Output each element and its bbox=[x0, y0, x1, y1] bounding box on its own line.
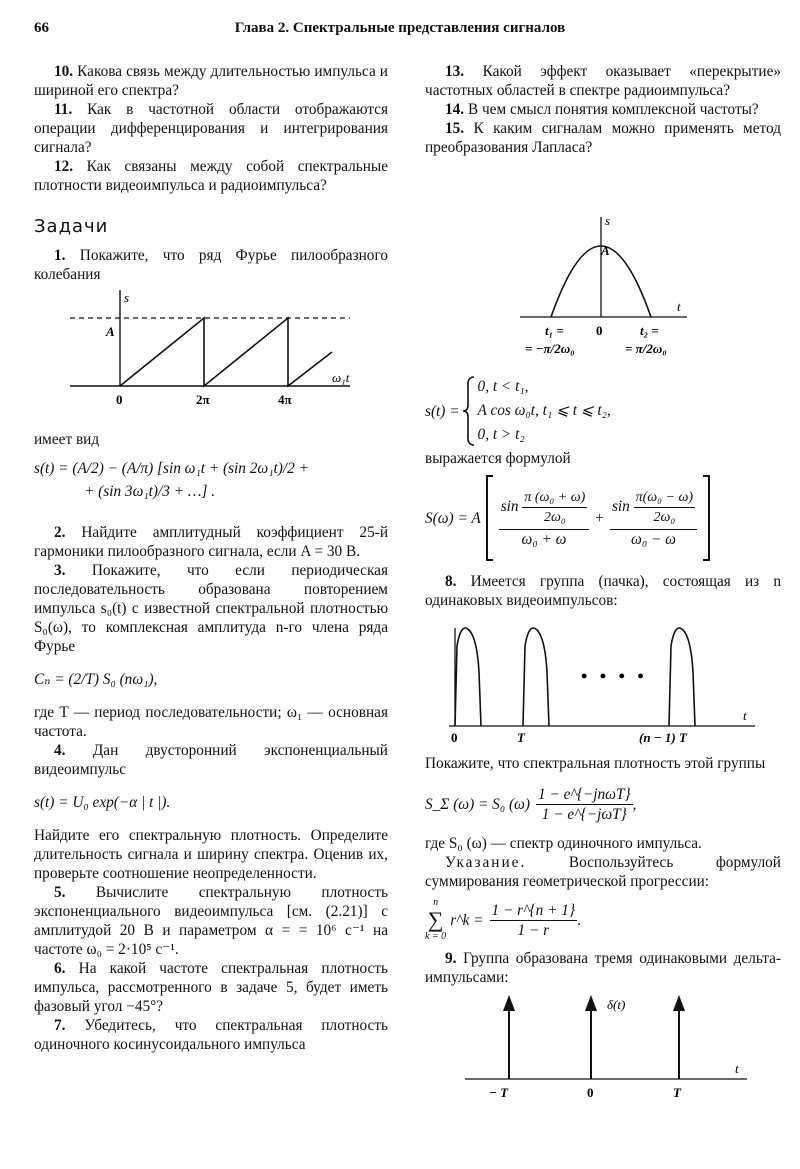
problem-5: 5. Вычислите спектральную плотность экспоненциального видеоимпульса [см. (2.21)] с амплитудой 20 В и параметром α = = 10⁶ с⁻¹ на частоте ω₀ = 2·10⁵ с⁻¹. bbox=[34, 884, 389, 958]
hint: Указание. Воспользуйтесь формулой суммирования геометрической прогрессии: bbox=[425, 854, 781, 890]
axis-label-s: s bbox=[605, 213, 611, 228]
tick-n-minus-1-T: (n − 1) T bbox=[639, 730, 687, 745]
right-bracket bbox=[701, 474, 711, 562]
question-14: 14. В чем смысл понятия комплексной частоты? bbox=[445, 101, 759, 118]
pulse-train-figure bbox=[425, 616, 765, 748]
label-amplitude: A bbox=[106, 324, 115, 339]
piecewise-formula: s(t) = 0, t < t₁, A cos ω₀t, t₁ ⩽ t ⩽ t₂, 0, t > t₂ bbox=[425, 375, 781, 447]
axis-label-t: t bbox=[677, 299, 681, 314]
problem-1-has-form: имеет вид bbox=[34, 431, 100, 448]
tick-zero: 0 bbox=[596, 323, 603, 338]
problem-4-formula: s(t) = U₀ exp(−α | t |). bbox=[34, 794, 171, 811]
problem-2: 2. Найдите амплитудный коэффициент 25-й гармоники пилообразного сигнала, если A = 30 В. bbox=[34, 524, 388, 560]
right-column bbox=[425, 62, 781, 1105]
tick-2pi: 2π bbox=[196, 392, 210, 407]
delta-arrow-1 bbox=[503, 995, 515, 1011]
t1-value: = −π/2ω₀ bbox=[525, 341, 575, 356]
problem-8-where: где S₀ (ω) — спектр одиночного импульса. bbox=[425, 835, 702, 852]
problem-9: 9. Группа образована тремя одинаковыми дельта-импульсами: bbox=[425, 950, 781, 986]
delta-impulses-figure bbox=[425, 993, 765, 1105]
tick-zero: 0 bbox=[451, 730, 458, 745]
ellipsis-dots: • • • • bbox=[581, 666, 648, 686]
axis-label-omega-t: ω₁t bbox=[332, 370, 350, 385]
question-15: 15. К каким сигналам можно применять метод преобразования Лапласа? bbox=[425, 120, 781, 156]
left-brace bbox=[462, 375, 476, 447]
problem-1-formula-line-2: + (sin 3ω₁t)/3 + …] . bbox=[84, 483, 216, 500]
tick-T: T bbox=[673, 1085, 681, 1100]
delta-label: δ(t) bbox=[607, 997, 626, 1012]
hint-word: Указание. bbox=[445, 854, 527, 871]
axis-label-t: t bbox=[735, 1061, 739, 1076]
spectrum-formula: S(ω) = A sin $\frac{\text{π (ω₀ + ω)}}{\text{2ω₀}}$ ω₀ + ω + sin $\frac{\text{π(ω₀ − ω)}}{\text{2ω₀}}$ ω₀ − ω bbox=[425, 474, 781, 562]
sum-sign: n ∑ k = 0 bbox=[425, 897, 447, 942]
tick-t1: t₁ = bbox=[545, 323, 564, 338]
left-column bbox=[34, 62, 388, 1054]
problem-3-formula: Cₙ = (2/T) S₀ (nω₁), bbox=[34, 671, 158, 688]
sawtooth-wave bbox=[120, 318, 332, 386]
fraction-1: sin $\frac{\text{π (ω₀ + ω)}}{\text{2ω₀}}$ ω₀ + ω bbox=[499, 488, 590, 549]
group-spectrum-formula: S_Σ (ω) = S₀ (ω) $\frac{\text{1 − e\textasciicircum{}\{−jnωT\}}}{\text{1 − e\textasciicircum{}\{−jωT\}}}$ , bbox=[425, 786, 637, 823]
t2-value: = π/2ω₀ bbox=[625, 341, 667, 356]
label-amplitude: A bbox=[601, 243, 610, 258]
problem-1-formula-line-1: s(t) = (A/2) − (A/π) [sin ω₁t + (sin 2ω₁t)/2 + bbox=[34, 460, 309, 477]
section-title: Задачи bbox=[34, 216, 109, 237]
problem-3-where: где T — период последовательности; ω₁ — основная частота. bbox=[34, 704, 388, 740]
pulse-2 bbox=[523, 628, 549, 726]
tick-t2: t₂ = bbox=[640, 323, 659, 338]
problem-8: 8. Имеется группа (пачка), состоящая из n одинаковых видеоимпульсов: bbox=[425, 573, 782, 609]
problem-4-task: Найдите его спектральную плотность. Определите длительность сигнала и ширину спектра. Оценив их, проверьте соотношение неопределенности. bbox=[34, 827, 388, 882]
problem-1: 1. Покажите, что ряд Фурье пилообразного колебания bbox=[34, 247, 388, 283]
question-10: 10. Какова связь между длительностью импульса и шириной его спектра? bbox=[34, 63, 388, 99]
pulse-n bbox=[669, 628, 695, 726]
page-header bbox=[34, 20, 766, 44]
pulse-1 bbox=[455, 628, 481, 726]
problem-6: 6. На какой частоте спектральная плотность импульса, рассмотренного в задаче 5, будет иметь фазовый угол −45°? bbox=[34, 960, 388, 1015]
problem-4: 4. Дан двусторонний экспоненциальный видеоимпульс bbox=[34, 742, 388, 778]
geometric-sum-formula: n ∑ k = 0 r^k = $\frac{1 - r\^{}\{n + 1\}}{1 - r}$ . bbox=[425, 897, 581, 942]
problem-7-expressed: выражается формулой bbox=[425, 450, 571, 467]
problem-8-show: Покажите, что спектральная плотность этой группы bbox=[425, 755, 766, 772]
left-bracket bbox=[485, 474, 495, 562]
question-13: 13. Какой эффект оказывает «перекрытие» частотных областей в спектре радиоимпульса? bbox=[425, 63, 782, 99]
tick-minus-T: − T bbox=[489, 1085, 509, 1100]
sawtooth-figure bbox=[70, 290, 390, 408]
tick-T: T bbox=[517, 730, 525, 745]
tick-4pi: 4π bbox=[278, 392, 292, 407]
chapter-title: Глава 2. Спектральные представления сигналов bbox=[234, 20, 566, 36]
tick-zero: 0 bbox=[116, 392, 123, 407]
question-12: 12. Как связаны между собой спектральные плотности видеоимпульса и радиоимпульса? bbox=[34, 158, 388, 194]
delta-arrow-2 bbox=[585, 995, 597, 1011]
page-number: 66 bbox=[34, 20, 49, 36]
fraction-2: sin $\frac{\text{π(ω₀ − ω)}}{\text{2ω₀}}$ ω₀ − ω bbox=[610, 488, 697, 549]
axis-label-s: s bbox=[124, 290, 130, 305]
problem-7: 7. Убедитесь, что спектральная плотность одиночного косинусоидального импульса bbox=[34, 1017, 388, 1053]
axis-label-t: t bbox=[743, 708, 747, 723]
cosine-pulse-figure bbox=[425, 213, 781, 367]
question-11: 11. Как в частотной области отображаются операции дифференцирования и интегрирования сигнала? bbox=[34, 101, 388, 156]
tick-zero: 0 bbox=[587, 1085, 594, 1100]
problem-3: 3. Покажите, что если периодическая последовательность образована повторением импульса s₀(t) с известной спектральной плотностью S₀(ω), то комплексная амплитуда n-го члена ряда Фурье bbox=[34, 562, 388, 655]
delta-arrow-3 bbox=[673, 995, 685, 1011]
